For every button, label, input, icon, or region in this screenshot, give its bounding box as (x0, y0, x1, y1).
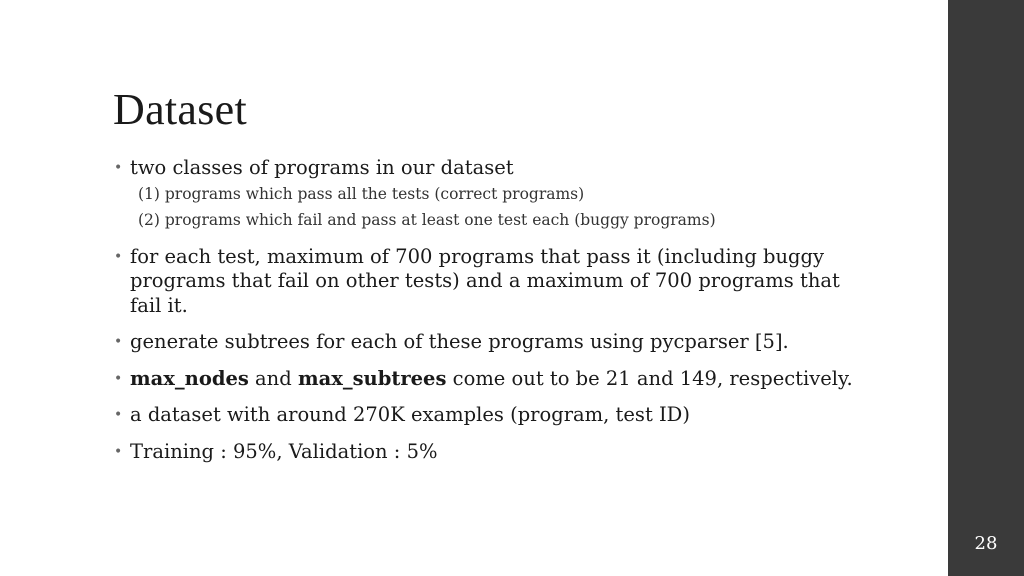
bullet-text-rest: come out to be 21 and 149, respectively. (446, 366, 853, 390)
bullet-dot-icon: • (114, 407, 123, 423)
bullet-text: generate subtrees for each of these programs using pycparser [5]. (130, 330, 789, 353)
slide-title: Dataset (113, 85, 248, 134)
bullet-item (113, 403, 853, 428)
bullet-list (113, 156, 853, 464)
bullet-text: Training : 95%, Validation : 5% (130, 439, 438, 463)
bullet-dot-icon: • (114, 248, 123, 265)
bullet-dot-icon: • (114, 334, 123, 350)
bullet-text: a dataset with around 270K examples (program, test ID) (130, 403, 690, 426)
bullet-text-connector: and (248, 366, 298, 390)
page-number: 28 (974, 533, 998, 554)
sub-item: (1) programs which pass all the tests (correct programs) (138, 184, 585, 203)
bullet-dot-icon: • (114, 370, 123, 387)
bullet-item (113, 330, 853, 355)
right-sidebar (948, 0, 1024, 576)
bullet-item (113, 156, 853, 181)
bullet-item (113, 367, 853, 392)
max-nodes-term: max_nodes (130, 366, 249, 390)
bullet-text: two classes of programs in our dataset (130, 156, 514, 179)
max-subtrees-term: max_subtrees (297, 366, 447, 390)
bullet-dot-icon: • (114, 160, 123, 176)
bullet-dot-icon: • (114, 443, 123, 460)
bullet-item (113, 245, 853, 319)
bullet-item (113, 440, 853, 465)
sub-item: (2) programs which fail and pass at least one test each (buggy programs) (138, 210, 716, 229)
bullet-text: for each test, maximum of 700 programs that pass it (including buggy programs that fail on other tests) and a maximum of 700 programs that fail it. (130, 244, 840, 317)
